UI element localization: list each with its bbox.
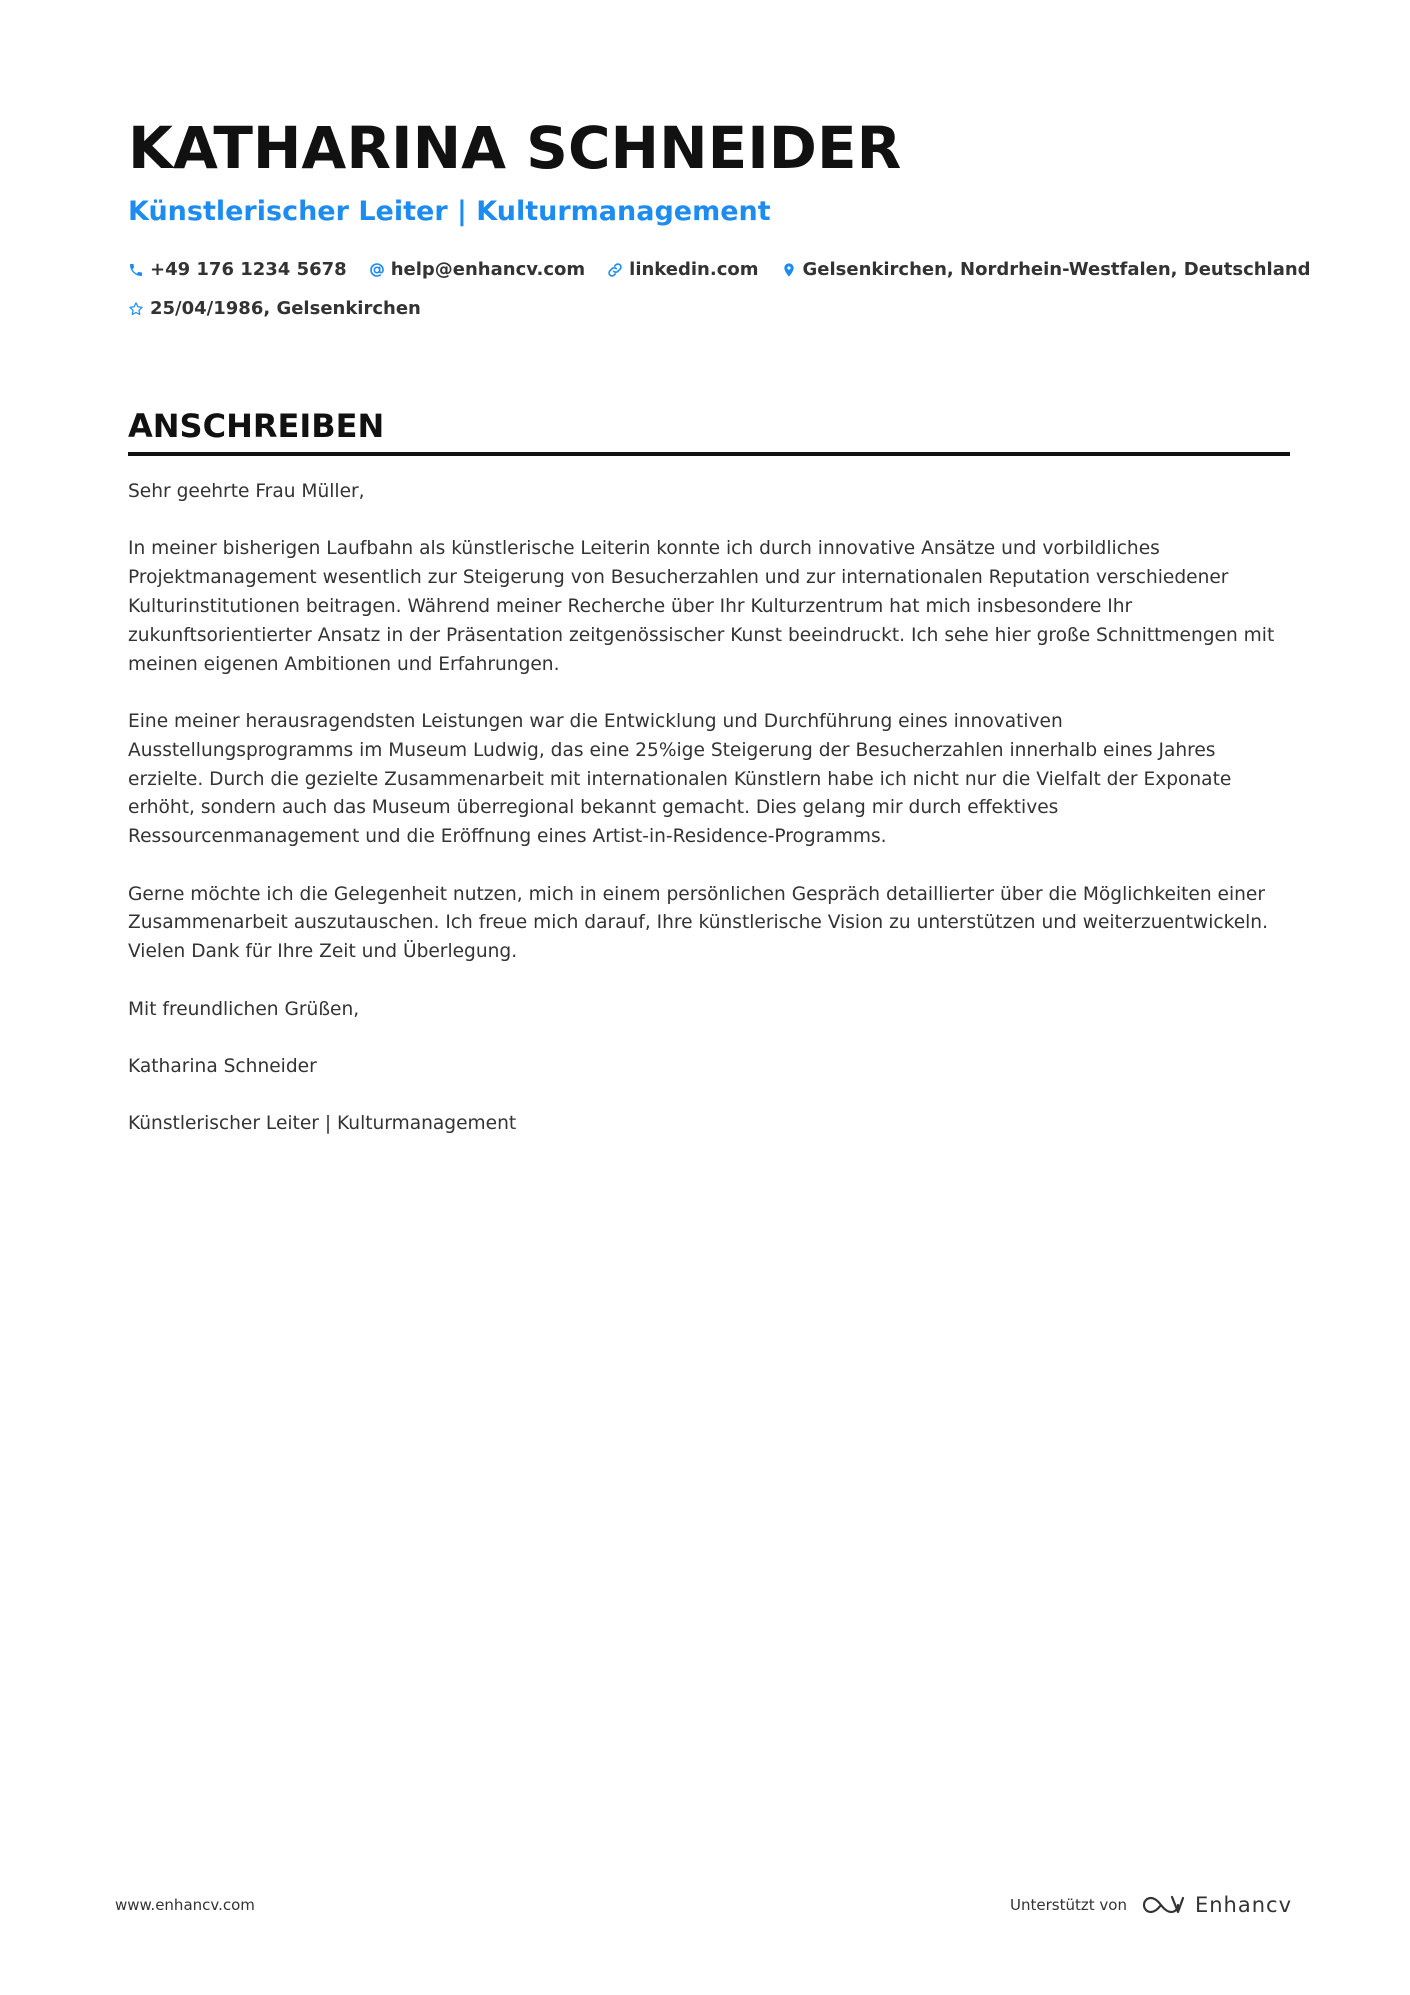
section-divider xyxy=(128,452,1290,456)
cover-letter-section xyxy=(128,404,1290,456)
contact-row xyxy=(128,250,1311,289)
contact-info xyxy=(128,250,1311,328)
contact-linkedin xyxy=(607,259,758,280)
signature-title: Künstlerischer Leiter | Kulturmanagement xyxy=(128,1113,517,1135)
contact-email xyxy=(369,259,585,280)
star-icon xyxy=(128,301,144,317)
birth-text: 25/04/1986, Gelsenkirchen xyxy=(150,298,421,319)
location-pin-icon xyxy=(781,262,797,278)
link-icon xyxy=(607,262,623,278)
contact-phone xyxy=(128,259,347,280)
salutation: Sehr geehrte Frau Müller, xyxy=(128,481,365,502)
closing: Mit freundlichen Grüßen, xyxy=(128,998,360,1020)
phone-icon xyxy=(128,262,144,278)
enhancv-logo-icon xyxy=(1139,1892,1185,1918)
section-title: ANSCHREIBEN xyxy=(128,407,385,445)
paragraph-1: In meiner bisherigen Laufbahn als künstlerische Leiterin konnte ich durch innovative Ansätze und vorbildliches Projektmanagement wesentlich zur Steigerung von Besucherzahlen und zur internationalen Reputation verschiedener Kulturinstitutionen beitragen. Während meiner Recherche über Ihr Kulturzentrum hat mich insbesondere Ihr zukunftsorientierter Ansatz in der Präsentation zeitgenössischer Kunst beeindruckt. Ich sehe hier große Schnittmengen mit meinen eigenen Ambitionen und Erfahrungen. xyxy=(128,538,1275,675)
phone-text: +49 176 1234 5678 xyxy=(150,259,347,280)
footer-website[interactable]: www.enhancv.com xyxy=(115,1896,255,1914)
contact-location xyxy=(781,259,1311,280)
candidate-name: KATHARINA SCHNEIDER xyxy=(128,114,902,182)
at-icon xyxy=(369,262,385,278)
contact-birth xyxy=(128,298,421,319)
header xyxy=(128,108,1311,328)
footer-branding xyxy=(1010,1892,1292,1918)
paragraph-2: Eine meiner herausragendsten Leistungen war die Entwicklung und Durchführung eines innovativen Ausstellungsprogramms im Museum Ludwig, das eine 25%ige Steigerung der Besucherzahlen innerhalb eines Jahres erzielte. Durch die gezielte Zusammenarbeit mit internationalen Künstlern habe ich nicht nur die Vielfalt der Exponate erhöht, sondern auch das Museum überregional bekannt gemacht. Dies gelang mir durch effektives Ressourcenmanagement und die Eröffnung eines Artist-in-Residence-Programms. xyxy=(128,710,1232,848)
enhancv-brand-name: Enhancv xyxy=(1194,1893,1292,1917)
email-text: help@enhancv.com xyxy=(390,259,586,280)
location-text: Gelsenkirchen, Nordrhein-Westfalen, Deutschland xyxy=(802,259,1311,280)
paragraph-3: Gerne möchte ich die Gelegenheit nutzen, mich in einem persönlichen Gespräch detaillierter über die Möglichkeiten einer Zusammenarbeit auszutauschen. Ich freue mich darauf, Ihre künstlerische Vision zu unterstützen und weiterzuentwickeln. Vielen Dank für Ihre Zeit und Überlegung. xyxy=(128,883,1268,963)
powered-by-text: Unterstützt von xyxy=(1010,1896,1127,1914)
signature-name: Katharina Schneider xyxy=(128,1055,317,1077)
linkedin-text: linkedin.com xyxy=(629,259,759,280)
candidate-title: Künstlerischer Leiter | Kulturmanagement xyxy=(128,196,771,227)
contact-row-2 xyxy=(128,289,1288,328)
letter-body xyxy=(128,478,1293,1168)
